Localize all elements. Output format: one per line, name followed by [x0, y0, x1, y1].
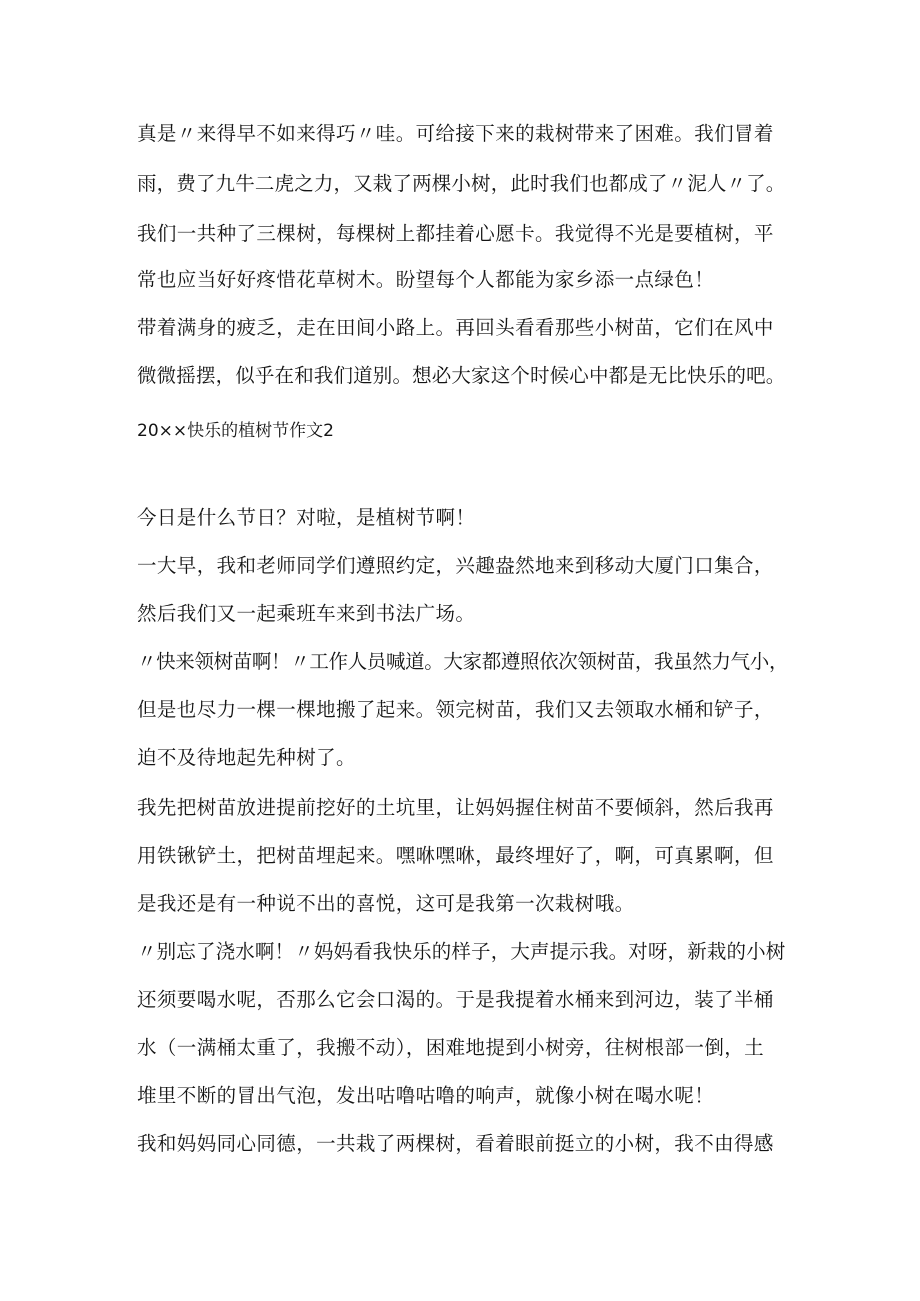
text-line: 还须要喝水呢，否那么它会口渴的。于是我提着水桶来到河边，装了半桶: [137, 988, 774, 1011]
text-line: 真是〃来得早不如来得巧〃哇。可给接下来的栽树带来了困难。我们冒着: [137, 122, 774, 145]
text-line: 但是也尽力一棵一棵地搬了起来。领完树苗，我们又去领取水桶和铲子，: [137, 698, 774, 721]
text-line: 然后我们又一起乘班车来到书法广场。: [137, 602, 476, 625]
text-line: 〃别忘了浇水啊！〃妈妈看我快乐的样子，大声提示我。对呀，新栽的小树: [137, 940, 786, 963]
text-line: 我们一共种了三棵树，每棵树上都挂着心愿卡。我觉得不光是要植树，平: [137, 222, 774, 245]
text-line: 迫不及待地起先种树了。: [137, 746, 356, 769]
text-line: 常也应当好好疼惜花草树木。盼望每个人都能为家乡添一点绿色！: [137, 268, 715, 291]
text-line: 带着满身的疲乏，走在田间小路上。再回头看看那些小树苗，它们在风中: [137, 316, 774, 339]
section-heading: 20××快乐的植树节作文2: [137, 421, 334, 441]
text-line: 一大早，我和老师同学们遵照约定，兴趣盎然地来到移动大厦门口集合，: [137, 554, 774, 577]
text-line: 用铁锹铲土，把树苗埋起来。嘿咻嘿咻，最终埋好了，啊，可真累啊，但: [137, 844, 774, 867]
text-line: 堆里不断的冒出气泡，发出咕噜咕噜的响声，就像小树在喝水呢！: [137, 1084, 715, 1107]
text-line: 水（一满桶太重了，我搬不动），困难地提到小树旁，往树根部一倒，土: [137, 1036, 765, 1059]
text-line: 〃快来领树苗啊！〃工作人员喊道。大家都遵照依次领树苗，我虽然力气小，: [137, 650, 789, 673]
text-line: 微微摇摆，似乎在和我们道别。想必大家这个时候心中都是无比快乐的吧。: [137, 364, 786, 387]
text-line: 我先把树苗放进提前挖好的土坑里，让妈妈握住树苗不要倾斜，然后我再: [137, 796, 774, 819]
text-line: 是我还是有一种说不出的喜悦，这可是我第一次栽树哦。: [137, 892, 635, 915]
text-line: 雨，费了九牛二虎之力，又栽了两棵小树，此时我们也都成了〃泥人〃了。: [137, 172, 786, 195]
text-line: 今日是什么节日？对啦，是植树节啊！: [137, 506, 476, 529]
text-line: 我和妈妈同心同德，一共栽了两棵树，看着眼前挺立的小树，我不由得感: [137, 1132, 774, 1155]
